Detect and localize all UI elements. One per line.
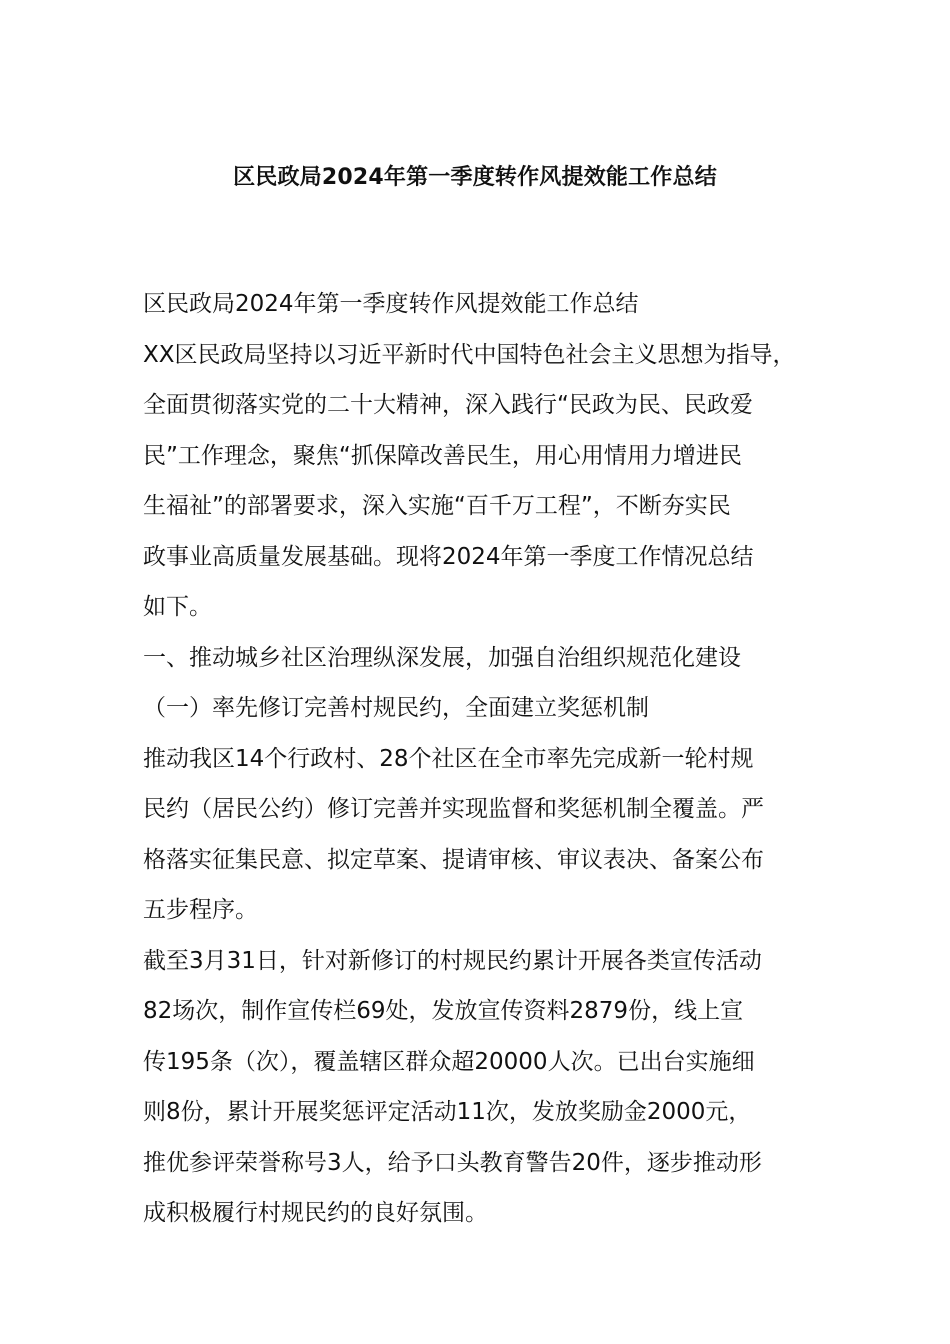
body-line: 全面贯彻落实党的二十大精神，深入践行“民政为民、民政爱 <box>143 392 753 418</box>
body-line: 生福祉”的部署要求，深入实施“百千万工程”，不断夯实民 <box>143 493 731 519</box>
body-line: 传195条（次），覆盖辖区群众超20000人次。已出台实施细 <box>143 1048 755 1075</box>
body-line: XX区民政局坚持以习近平新时代中国特色社会主义思想为指导， <box>143 341 796 368</box>
body-line: 政事业高质量发展基础。现将2024年第一季度工作情况总结 <box>143 543 754 570</box>
document-body <box>143 279 811 1239</box>
body-line: 五步程序。 <box>143 897 258 923</box>
body-line: 格落实征集民意、拟定草案、提请审核、审议表决、备案公布 <box>143 846 764 873</box>
body-line: 成积极履行村规民约的良好氛围。 <box>143 1200 488 1226</box>
body-line: 推动我区14个行政村、28个社区在全市率先完成新一轮村规 <box>143 745 754 772</box>
body-line: 推优参评荣誉称号3人，给予口头教育警告20件，逐步推动形 <box>143 1149 762 1176</box>
document-title: 区民政局2024年第一季度转作风提效能工作总结 <box>233 165 717 190</box>
body-line: 民约（居民公约）修订完善并实现监督和奖惩机制全覆盖。严 <box>143 796 764 822</box>
body-line: 82场次，制作宣传栏69处，发放宣传资料2879份，线上宣 <box>143 998 744 1024</box>
subsection-heading: （一）率先修订完善村规民约，全面建立奖惩机制 <box>143 695 649 721</box>
body-line: 则8份，累计开展奖惩评定活动11次，发放奖励金2000元， <box>143 1099 752 1125</box>
body-line: 如下。 <box>143 594 212 620</box>
section-heading: 一、推动城乡社区治理纵深发展，加强自治组织规范化建设 <box>143 644 741 671</box>
body-line: 截至3月31日，针对新修订的村规民约累计开展各类宣传活动 <box>143 947 762 974</box>
body-line-repeated-title: 区民政局2024年第一季度转作风提效能工作总结 <box>143 291 639 317</box>
body-line: 民”工作理念，聚焦“抓保障改善民生，用心用情用力增进民 <box>143 442 742 469</box>
